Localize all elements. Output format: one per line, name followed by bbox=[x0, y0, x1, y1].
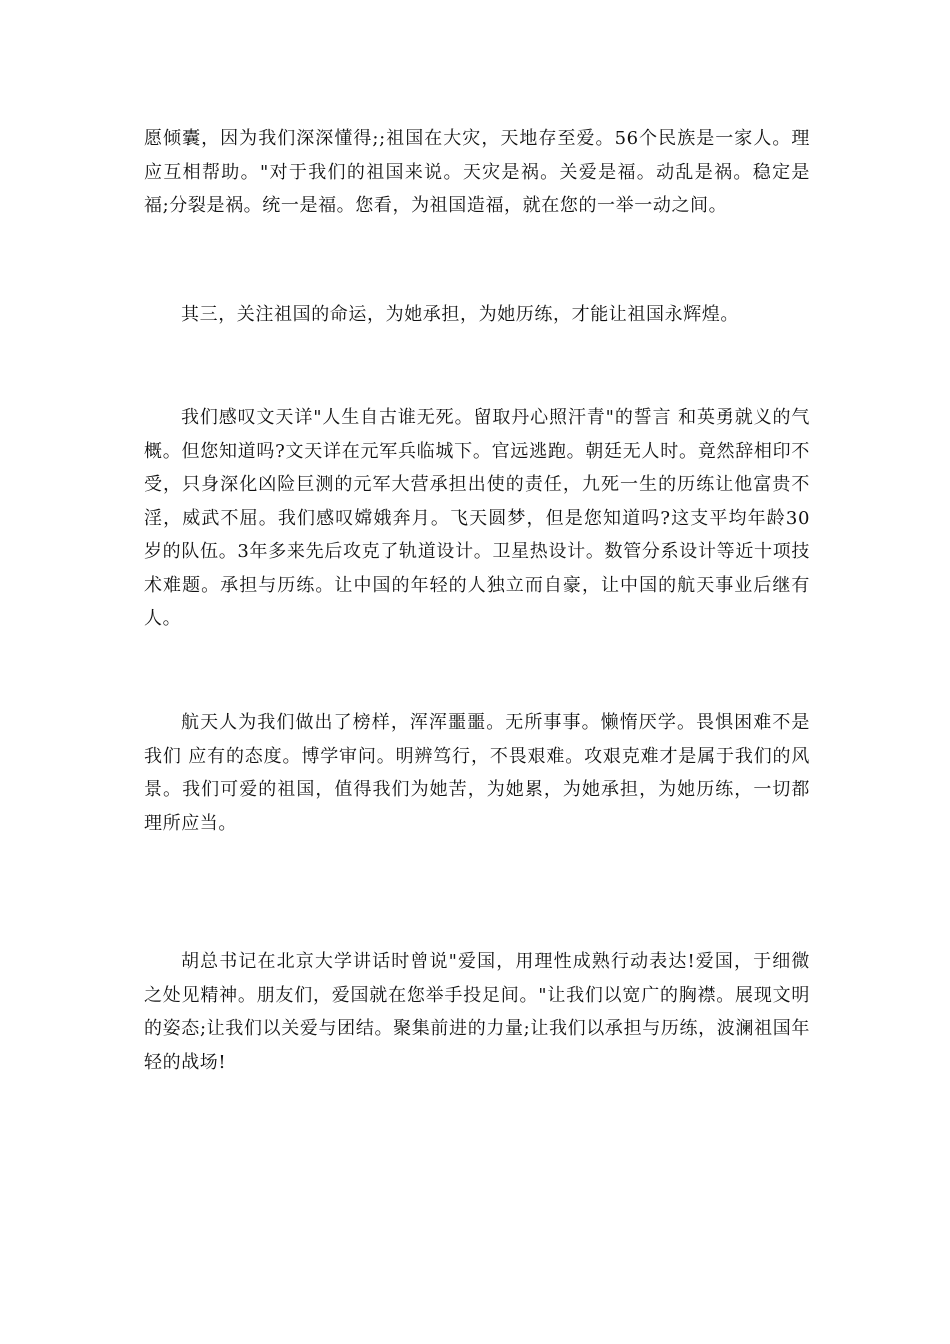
paragraph-3: 我们感叹文天详"人生自古谁无死。留取丹心照汗青"的誓言 和英勇就义的气概。但您知道吗?文天详在元军兵临城下。官远逃跑。朝廷无人时。竟然辞相印不受，只身深化凶险巨测的元军大营承担出使的责任，九死一生的历练让他富贵不淫，威武不屈。我们感叹嫦娥奔月。飞天圆梦，但是您知道吗?这支平均年龄30岁的队伍。3年多来先后攻克了轨道设计。卫星热设计。数管分系设计等近十项技术难题。承担与历练。让中国的年轻的人独立而自豪，让中国的航天事业后继有人。 bbox=[144, 407, 810, 629]
paragraph-5: 胡总书记在北京大学讲话时曾说"爱国，用理性成熟行动表达!爱国，于细微之处见精神。朋友们，爱国就在您举手投足间。"让我们以宽广的胸襟。展现文明的姿态;让我们以关爱与团结。聚集前进的力量;让我们以承担与历练，波澜祖国年轻的战场! bbox=[144, 951, 810, 1073]
paragraph-1: 愿倾囊，因为我们深深懂得;;祖国在大灾，天地存至爱。56个民族是一家人。理应互相帮助。"对于我们的祖国来说。天灾是祸。关爱是福。动乱是祸。稳定是福;分裂是祸。统一是福。您看，为祖国造福，就在您的一举一动之间。 bbox=[144, 128, 810, 216]
paragraph-4: 航天人为我们做出了榜样，浑浑噩噩。无所事事。懒惰厌学。畏惧困难不是我们 应有的态度。博学审问。明辨笃行，不畏艰难。攻艰克难才是属于我们的风景。我们可爱的祖国，值得我们为她苦，为她累，为她承担，为她历练，一切都理所应当。 bbox=[144, 712, 810, 834]
paragraph-2: 其三，关注祖国的命运，为她承担，为她历练，才能让祖国永辉煌。 bbox=[181, 304, 739, 325]
